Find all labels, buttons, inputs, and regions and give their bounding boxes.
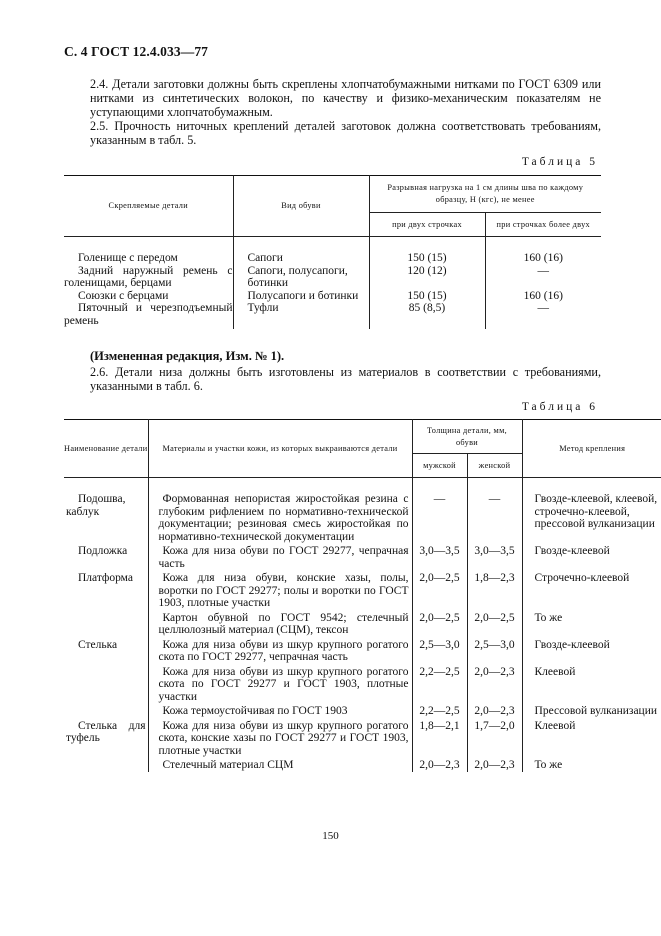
table-row [64, 237, 601, 265]
t6-cell-material: Кожа для низа обуви из шкур крупного рогатого скота по ГОСТ 29277, чепрачная часть [148, 637, 412, 664]
t6-cell-male: 3,0—3,5 [412, 543, 467, 570]
t6-cell-female: 2,0—2,3 [467, 757, 522, 772]
t5-cell-shoe: Полусапоги и ботинки [233, 290, 369, 303]
t5-header-parts: Скрепляемые детали [64, 176, 233, 237]
t6-cell-name: Стелька для туфель [66, 719, 146, 744]
t6-cell-method: Гвозде-клеевой [522, 637, 661, 664]
t5-cell-two: 150 (15) [369, 237, 485, 265]
t6-cell-material: Кожа термоустойчивая по ГОСТ 1903 [148, 703, 412, 718]
paragraph-2-5: 2.5. Прочность ниточных креплений деталей заготовок должна соответствовать требованиям, указанным в табл. 5. [90, 119, 601, 147]
t5-header-more: при строчках более двух [485, 213, 601, 237]
t5-cell-shoe: Сапоги, полусапоги, ботинки [233, 265, 369, 290]
t6-cell-method: Гвозде-клеевой, клеевой, строчечно-клеевой, прессовой вулканизации [522, 478, 661, 544]
t6-cell-female: 1,8—2,3 [467, 570, 522, 610]
t6-cell-female: — [467, 478, 522, 544]
t6-cell-male: 2,0—2,5 [412, 610, 467, 637]
t6-header-name: Наименование детали [64, 420, 148, 478]
t6-cell-name: Стелька [78, 638, 118, 651]
t6-header-male: мужской [412, 454, 467, 478]
paragraph-2-4: 2.4. Детали заготовки должны быть скреплены хлопчатобумажными нитками по ГОСТ 6309 или нитками из синтетических волокон, по качеству и физико-механическим показателям не уступающими хлопчатобумажным. [90, 77, 601, 119]
t5-cell-part: Голенище с передом [78, 252, 178, 264]
t6-cell-material: Формованная непористая жиростойкая резина с глубоким рифлением по нормативно-технической документации; резиновая смесь жиростойкая по нормативно-технической документации [148, 478, 412, 544]
t6-cell-material: Кожа для низа обуви из шкур крупного рогатого скота по ГОСТ 29277 и ГОСТ 1903, плотные участки [148, 664, 412, 704]
table-row [64, 543, 661, 570]
t6-cell-name: Платформа [78, 572, 133, 584]
table-5 [64, 175, 601, 329]
t6-cell-female: 3,0—3,5 [467, 543, 522, 570]
t6-cell-material: Кожа для низа обуви из шкур крупного рогатого скота, конские хазы по ГОСТ 29277 и ГОСТ 1903, плотные участки [148, 718, 412, 758]
t6-cell-male: 2,0—2,3 [412, 757, 467, 772]
t6-cell-male: 1,8—2,1 [412, 718, 467, 758]
t6-cell-name: Подложка [78, 545, 128, 557]
t6-header-material: Материалы и участки кожи, из которых выкраиваются детали [148, 420, 412, 478]
t5-cell-more: 160 (16) [485, 290, 601, 303]
t6-cell-name [64, 610, 148, 637]
t6-header-female: женской [467, 454, 522, 478]
t5-cell-part: Союзки с берцами [78, 289, 169, 302]
t5-cell-two: 120 (12) [369, 265, 485, 290]
t5-cell-shoe: Сапоги [233, 237, 369, 265]
t6-cell-material: Кожа для низа обуви, конские хазы, полы, воротки по ГОСТ 29277; полы и воротки по ГОСТ 1903, плотные участки [148, 570, 412, 610]
t5-cell-two: 150 (15) [369, 290, 485, 303]
table-row [64, 757, 661, 772]
t6-cell-male: 2,0—2,5 [412, 570, 467, 610]
table-row [64, 637, 661, 664]
table-row [64, 302, 601, 329]
t6-cell-male: — [412, 478, 467, 544]
t5-cell-two: 85 (8,5) [369, 302, 485, 329]
t6-cell-name [64, 664, 148, 704]
t5-cell-more: — [485, 302, 601, 329]
t6-cell-method: То же [522, 610, 661, 637]
t6-cell-method: Прессовой вулканизации [522, 703, 661, 718]
t6-cell-method: Гвозде-клеевой [522, 543, 661, 570]
table-row [64, 718, 661, 758]
t6-cell-male: 2,2—2,5 [412, 703, 467, 718]
t6-cell-method: Строчечно-клеевой [522, 570, 661, 610]
t6-cell-male: 2,5—3,0 [412, 637, 467, 664]
table6-caption: Таблица 6 [521, 401, 598, 413]
table-row [64, 703, 661, 718]
page-header: С. 4 ГОСТ 12.4.033—77 [64, 44, 209, 59]
t6-cell-name: Подошва, каблук [66, 493, 126, 518]
t6-cell-method: То же [522, 757, 661, 772]
t5-cell-part: Задний наружный ремень с голенищами, берцами [64, 264, 233, 289]
page-number: 150 [322, 830, 339, 842]
t6-cell-male: 2,2—2,5 [412, 664, 467, 704]
t5-cell-more: 160 (16) [485, 237, 601, 265]
t6-cell-female: 2,5—3,0 [467, 637, 522, 664]
t6-cell-method: Клеевой [522, 664, 661, 704]
t5-cell-more: — [485, 265, 601, 290]
t6-header-thickness: Толщина детали, мм, обуви [412, 420, 522, 454]
t6-cell-name [64, 757, 148, 772]
t6-cell-name [64, 703, 148, 718]
t6-header-method: Метод крепления [522, 420, 661, 478]
t6-cell-method: Клеевой [522, 718, 661, 758]
table5-caption: Таблица 5 [521, 156, 598, 168]
table-row [64, 664, 661, 704]
t5-cell-shoe: Туфли [233, 302, 369, 329]
table-row [64, 290, 601, 303]
table-6 [64, 419, 661, 772]
t5-cell-part: Пяточный и черезподъемный ремень [64, 302, 233, 327]
table-row [64, 570, 661, 610]
t6-cell-material: Кожа для низа обуви по ГОСТ 29277, чепрачная часть [148, 543, 412, 570]
table-row [64, 265, 601, 290]
t6-cell-material: Стелечный материал СЦМ [148, 757, 412, 772]
t6-cell-female: 2,0—2,3 [467, 664, 522, 704]
t5-header-two: при двух строчках [369, 213, 485, 237]
t5-header-load: Разрывная нагрузка на 1 см длины шва по каждому образцу, Н (кгс), не менее [369, 176, 601, 213]
paragraph-2-6: 2.6. Детали низа должны быть изготовлены из материалов в соответствии с требованиями, указанными в табл. 6. [90, 365, 601, 393]
table-row [64, 610, 661, 637]
table-row [64, 478, 661, 544]
edit-note: (Измененная редакция, Изм. № 1). [90, 349, 285, 363]
t6-cell-female: 2,0—2,5 [467, 610, 522, 637]
t6-cell-material: Картон обувной по ГОСТ 9542; стелечный целлюлозный материал (СЦМ), тексон [148, 610, 412, 637]
t5-header-shoe: Вид обуви [233, 176, 369, 237]
t6-cell-female: 2,0—2,3 [467, 703, 522, 718]
t6-cell-female: 1,7—2,0 [467, 718, 522, 758]
